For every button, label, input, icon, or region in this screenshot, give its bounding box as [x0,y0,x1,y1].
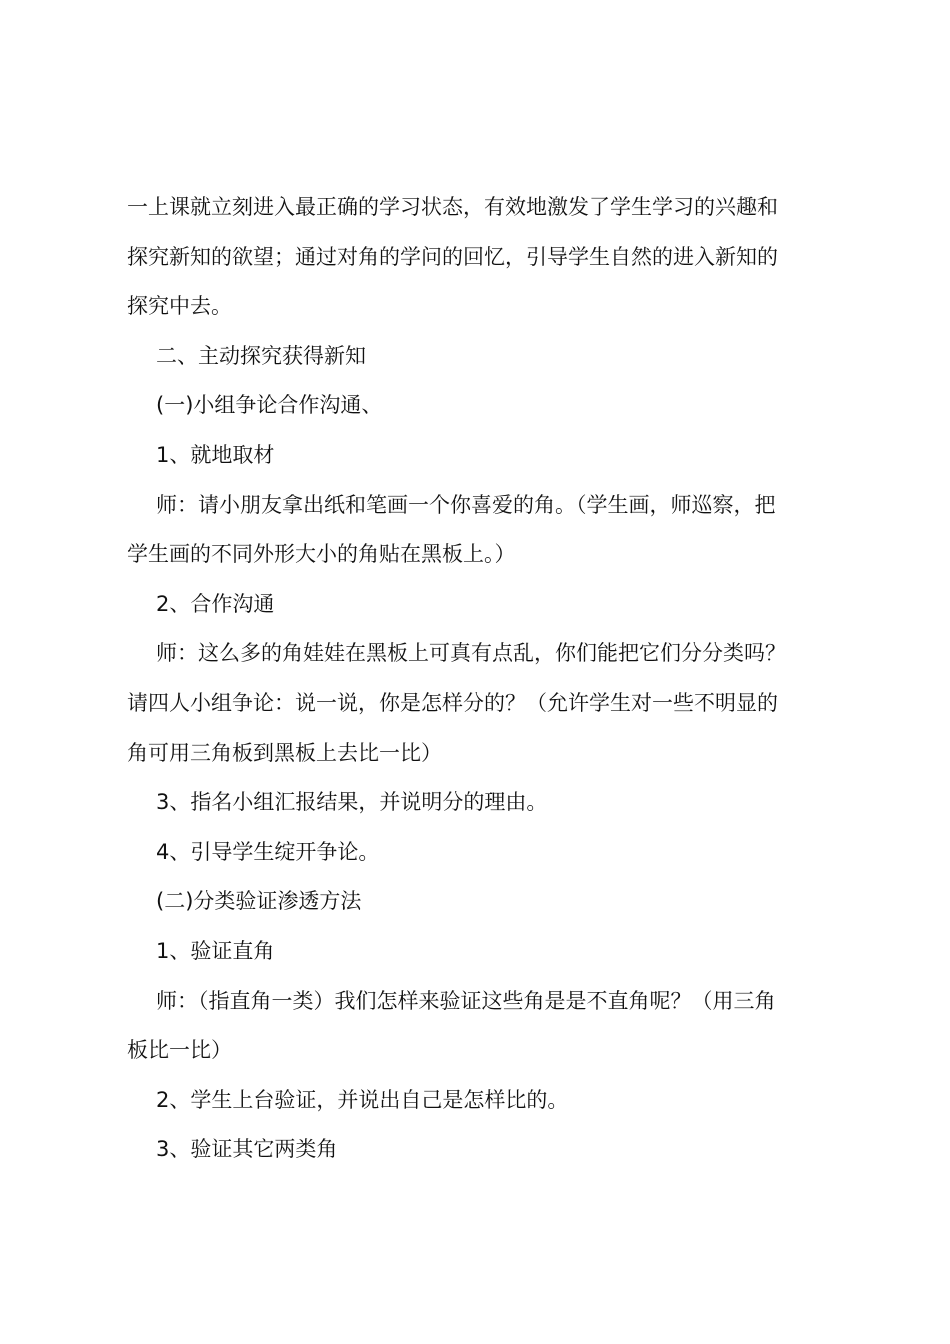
subsection-heading: (一)小组争论合作沟通、 [156,393,383,418]
section-heading: 二、主动探究获得新知 [156,343,366,368]
text-line: 角可用三角板到黑板上去比一比） [127,740,442,765]
text-line: 请四人小组争论：说一说，你是怎样分的？（允许学生对一些不明显的 [127,690,778,715]
subsection-heading: (二)分类验证渗透方法 [156,889,362,914]
step-heading: 3、验证其它两类角 [156,1137,338,1162]
step-heading: 1、就地取材 [156,442,275,467]
step-heading: 1、验证直角 [156,938,275,963]
text-line: 师：这么多的角娃娃在黑板上可真有点乱，你们能把它们分分类吗？ [156,641,786,666]
text-line: 探究新知的欲望；通过对角的学问的回忆，引导学生自然的进入新知的 [127,244,778,269]
step-heading: 2、学生上台验证，并说出自己是怎样比的。 [156,1087,569,1112]
text-line: 师：（指直角一类）我们怎样来验证这些角是是不直角呢？（用三角 [156,988,776,1013]
text-line: 学生画的不同外形大小的角贴在黑板上。） [127,542,516,567]
text-line: 一上课就立刻进入最正确的学习状态，有效地激发了学生学习的兴趣和 [127,195,778,219]
step-heading: 4、引导学生绽开争论。 [156,839,380,864]
step-heading: 2、合作沟通 [156,591,275,616]
text-line: 探究中去。 [127,294,232,319]
text-line: 板比一比） [127,1038,232,1063]
text-line: 师：请小朋友拿出纸和笔画一个你喜爱的角。（学生画，师巡察，把 [156,492,776,517]
step-heading: 3、指名小组汇报结果，并说明分的理由。 [156,790,548,815]
document-body [127,183,837,1175]
